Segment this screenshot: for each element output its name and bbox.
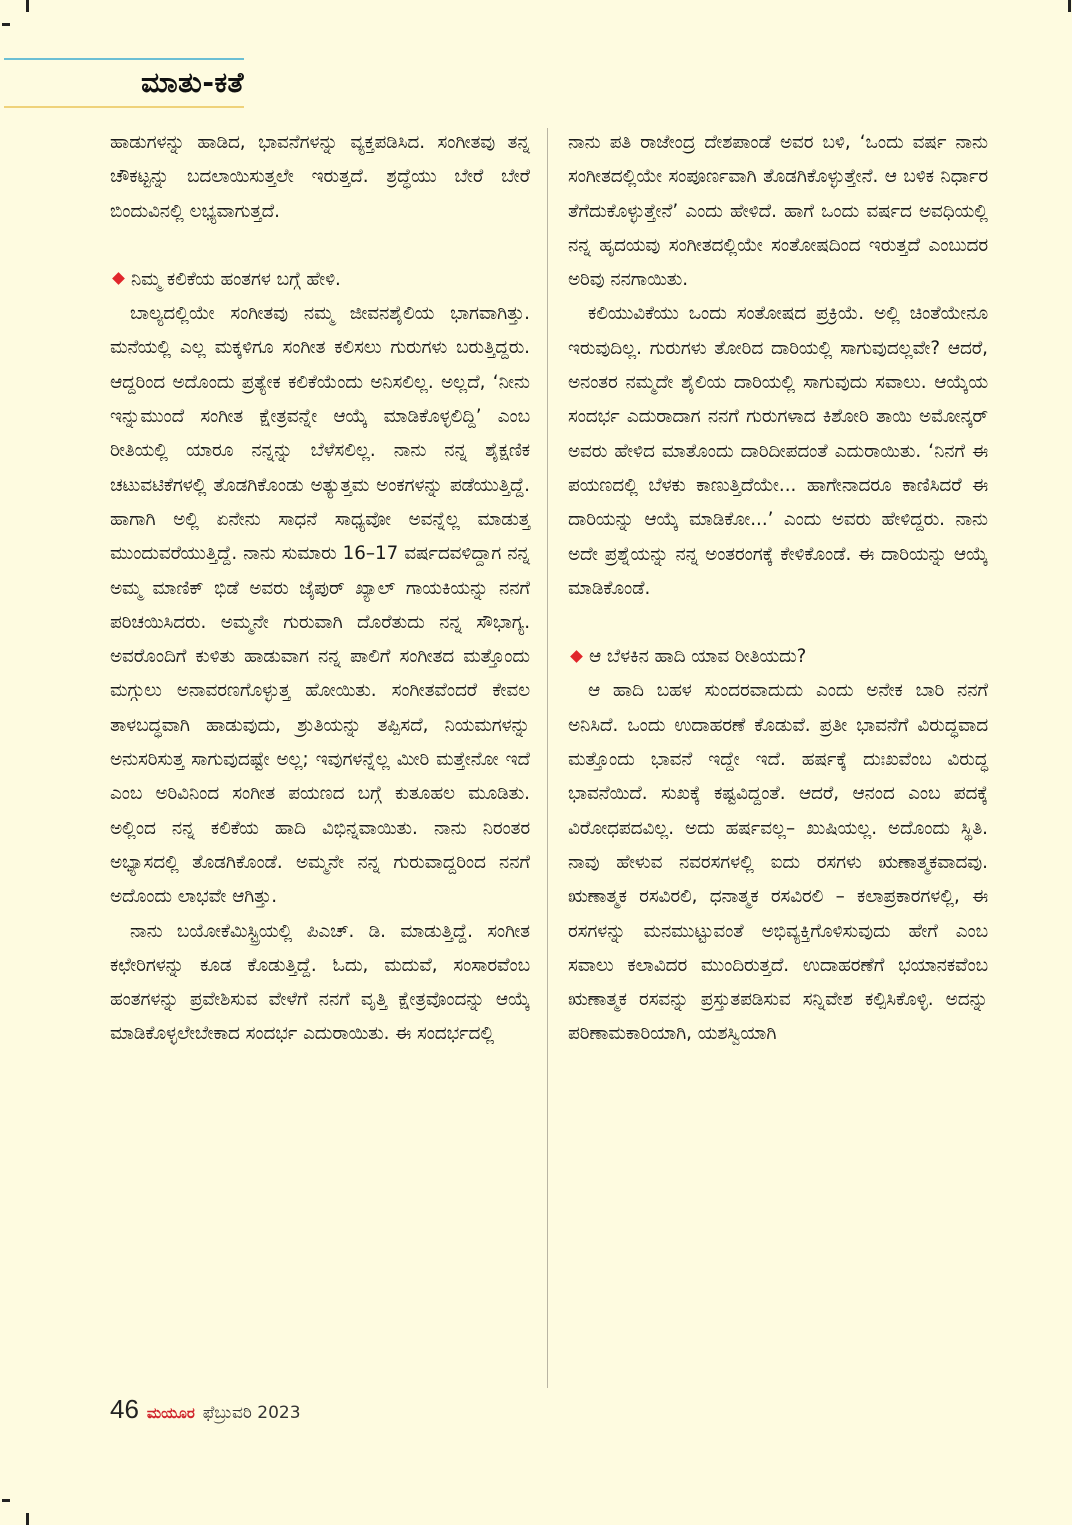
issue-date: ಫೆಬ್ರುವರಿ 2023 [202,1403,301,1423]
page-number: 46 [110,1394,139,1424]
article-column-left [110,126,530,1052]
section-rule-top [4,58,244,60]
crop-mark [2,23,10,26]
paragraph: ಬಾಲ್ಯದಲ್ಲಿಯೇ ಸಂಗೀತವು ನಮ್ಮ ಜೀವನಶೈಲಿಯ ಭಾಗವಾಗಿತ್ತು. ಮನೆಯಲ್ಲಿ ಎಲ್ಲ ಮಕ್ಕಳಿಗೂ ಸಂಗೀತ ಕಲಿಸಲು ಗುರುಗಳು ಬರುತ್ತಿದ್ದರು. ಆದ್ದರಿಂದ ಅದೊಂದು ಪ್ರತ್ಯೇಕ ಕಲಿಕೆಯೆಂದು ಅನಿಸಲಿಲ್ಲ. ಅಲ್ಲದೆ, ‘ನೀನು ಇನ್ನುಮುಂದೆ ಸಂಗೀತ ಕ್ಷೇತ್ರವನ್ನೇ ಆಯ್ಕೆ ಮಾಡಿಕೊಳ್ಳಲಿದ್ದಿ’ ಎಂಬ ರೀತಿಯಲ್ಲಿ ಯಾರೂ ನನ್ನನ್ನು ಬೆಳೆಸಲಿಲ್ಲ. ನಾನು ನನ್ನ ಶೈಕ್ಷಣಿಕ ಚಟುವಟಿಕೆಗಳಲ್ಲಿ ತೊಡಗಿಕೊಂಡು ಅತ್ಯುತ್ತಮ ಅಂಕಗಳನ್ನು ಪಡೆಯುತ್ತಿದ್ದೆ. ಹಾಗಾಗಿ ಅಲ್ಲಿ ಏನೇನು ಸಾಧನೆ ಸಾಧ್ಯವೋ ಅವನ್ನೆಲ್ಲ ಮಾಡುತ್ತ ಮುಂದುವರೆಯುತ್ತಿದ್ದೆ. ನಾನು ಸುಮಾರು 16–17 ವರ್ಷದವಳಿದ್ದಾಗ ನನ್ನ ಅಮ್ಮ ಮಾಣಿಕ್ ಭಿಡೆ ಅವರು ಜೈಪುರ್ ಖ್ಯಾಲ್ ಗಾಯಕಿಯನ್ನು ನನಗೆ ಪರಿಚಯಿಸಿದರು. ಅಮ್ಮನೇ ಗುರುವಾಗಿ ದೊರೆತುದು ನನ್ನ ಸೌಭಾಗ್ಯ. ಅವರೊಂದಿಗೆ ಕುಳಿತು ಹಾಡುವಾಗ ನನ್ನ ಪಾಲಿಗೆ ಸಂಗೀತದ ಮತ್ತೊಂದು ಮಗ್ಗುಲು ಅನಾವರಣಗೊಳ್ಳುತ್ತ ಹೋಯಿತು. ಸಂಗೀತವೆಂದರೆ ಕೇವಲ ತಾಳಬದ್ಧವಾಗಿ ಹಾಡುವುದು, ಶ್ರುತಿಯನ್ನು ತಪ್ಪಿಸದೆ, ನಿಯಮಗಳನ್ನು ಅನುಸರಿಸುತ್ತ ಸಾಗುವುದಷ್ಟೇ ಅಲ್ಲ; ಇವುಗಳನ್ನೆಲ್ಲ ಮೀರಿ ಮತ್ತೇನೋ ಇದೆ ಎಂಬ ಅರಿವಿನಿಂದ ಸಂಗೀತ ಪಯಣದ ಬಗ್ಗೆ ಕುತೂಹಲ ಮೂಡಿತು. ಅಲ್ಲಿಂದ ನನ್ನ ಕಲಿಕೆಯ ಹಾದಿ ವಿಭಿನ್ನವಾಯಿತು. ನಾನು ನಿರಂತರ ಅಭ್ಯಾಸದಲ್ಲಿ ತೊಡಗಿಕೊಂಡೆ. ಅಮ್ಮನೇ ನನ್ನ ಗುರುವಾದ್ದರಿಂದ ನನಗೆ ಅದೊಂದು ಲಾಭವೇ ಆಗಿತ್ತು. [110,303,530,908]
paragraph: ನಾನು ಬಯೋಕೆಮಿಸ್ಟ್ರಿಯಲ್ಲಿ ಪಿಎಚ್. ಡಿ. ಮಾಡುತ್ತಿದ್ದೆ. ಸಂಗೀತ ಕಛೇರಿಗಳನ್ನು ಕೂಡ ಕೊಡುತ್ತಿದ್ದೆ. ಓದು, ಮದುವೆ, ಸಂಸಾರವೆಂಬ ಹಂತಗಳನ್ನು ಪ್ರವೇಶಿಸುವ ವೇಳೆಗೆ ನನಗೆ ವೃತ್ತಿ ಕ್ಷೇತ್ರವೊಂದನ್ನು ಆಯ್ಕೆ ಮಾಡಿಕೊಳ್ಳಲೇಬೇಕಾದ ಸಂದರ್ಭ ಎದುರಾಯಿತು. ಈ ಸಂದರ್ಭದಲ್ಲಿ [110,920,530,1045]
diamond-bullet-icon [570,650,583,663]
interview-question [568,640,988,674]
diamond-bullet-icon [112,273,125,286]
interview-question [110,263,530,297]
column-divider [547,128,548,1388]
crop-mark [26,0,29,12]
section-rule-bottom [4,106,244,108]
question-text: ನಿಮ್ಮ ಕಲಿಕೆಯ ಹಂತಗಳ ಬಗ್ಗೆ ಹೇಳಿ. [131,268,341,290]
paragraph: ನಾನು ಪತಿ ರಾಜೇಂದ್ರ ದೇಶಪಾಂಡೆ ಅವರ ಬಳಿ, ‘ಒಂದು ವರ್ಷ ನಾನು ಸಂಗೀತದಲ್ಲಿಯೇ ಸಂಪೂರ್ಣವಾಗಿ ತೊಡಗಿಕೊಳ್ಳುತ್ತೇನೆ. ಆ ಬಳಿಕ ನಿರ್ಧಾರ ತೆಗೆದುಕೊಳ್ಳುತ್ತೇನೆ’ ಎಂದು ಹೇಳಿದೆ. ಹಾಗೆ ಒಂದು ವರ್ಷದ ಅವಧಿಯಲ್ಲಿ ನನ್ನ ಹೃದಯವು ಸಂಗೀತದಲ್ಲಿಯೇ ಸಂತೋಷದಿಂದ ಇರುತ್ತದೆ ಎಂಬುದರ ಅರಿವು ನನಗಾಯಿತು. [568,132,988,291]
crop-mark [2,1499,10,1502]
article-column-right [568,126,988,1052]
crop-mark [1068,0,1071,12]
paragraph: ಆ ಹಾದಿ ಬಹಳ ಸುಂದರವಾದುದು ಎಂದು ಅನೇಕ ಬಾರಿ ನನಗೆ ಅನಿಸಿದೆ. ಒಂದು ಉದಾಹರಣೆ ಕೊಡುವೆ. ಪ್ರತೀ ಭಾವನೆಗೆ ವಿರುದ್ಧವಾದ ಮತ್ತೊಂದು ಭಾವನೆ ಇದ್ದೇ ಇದೆ. ಹರ್ಷಕ್ಕೆ ದುಃಖವೆಂಬ ವಿರುದ್ಧ ಭಾವನೆಯಿದೆ. ಸುಖಕ್ಕೆ ಕಷ್ಟವಿದ್ದಂತೆ. ಆದರೆ, ಆನಂದ ಎಂಬ ಪದಕ್ಕೆ ವಿರೋಧಪದವಿಲ್ಲ. ಅದು ಹರ್ಷವಲ್ಲ– ಖುಷಿಯಲ್ಲ. ಅದೊಂದು ಸ್ಥಿತಿ. ನಾವು ಹೇಳುವ ನವರಸಗಳಲ್ಲಿ ಐದು ರಸಗಳು ಋಣಾತ್ಮಕವಾದವು. ಋಣಾತ್ಮಕ ರಸವಿರಲಿ, ಧನಾತ್ಮಕ ರಸವಿರಲಿ – ಕಲಾಪ್ರಕಾರಗಳಲ್ಲಿ, ಈ ರಸಗಳನ್ನು ಮನಮುಟ್ಟುವಂತೆ ಅಭಿವ್ಯಕ್ತಿಗೊಳಿಸುವುದು ಹೇಗೆ ಎಂಬ ಸವಾಲು ಕಲಾವಿದರ ಮುಂದಿರುತ್ತದೆ. ಉದಾಹರಣೆಗೆ ಭಯಾನಕವೆಂಬ ಋಣಾತ್ಮಕ ರಸವನ್ನು ಪ್ರಸ್ತುತಪಡಿಸುವ ಸನ್ನಿವೇಶ ಕಲ್ಪಿಸಿಕೊಳ್ಳಿ. ಅದನ್ನು ಪರಿಣಾಮಕಾರಿಯಾಗಿ, ಯಶಸ್ವಿಯಾಗಿ [568,680,988,1045]
question-text: ಆ ಬೆಳಕಿನ ಹಾದಿ ಯಾವ ರೀತಿಯದು? [589,646,807,668]
paragraph: ಹಾಡುಗಳನ್ನು ಹಾಡಿದ, ಭಾವನೆಗಳನ್ನು ವ್ಯಕ್ತಪಡಿಸಿದ. ಸಂಗೀತವು ತನ್ನ ಚೌಕಟ್ಟನ್ನು ಬದಲಾಯಿಸುತ್ತಲೇ ಇರುತ್ತದೆ. ಶ್ರದ್ಧೆಯು ಬೇರೆ ಬೇರೆ ಬಿಂದುವಿನಲ್ಲಿ ಲಭ್ಯವಾಗುತ್ತದೆ. [110,132,530,222]
section-header [4,58,244,108]
crop-mark [26,1513,29,1525]
paragraph: ಕಲಿಯುವಿಕೆಯು ಒಂದು ಸಂತೋಷದ ಪ್ರಕ್ರಿಯೆ. ಅಲ್ಲಿ ಚಿಂತೆಯೇನೂ ಇರುವುದಿಲ್ಲ. ಗುರುಗಳು ತೋರಿದ ದಾರಿಯಲ್ಲಿ ಸಾಗುವುದಲ್ಲವೇ? ಆದರೆ, ಅನಂತರ ನಮ್ಮದೇ ಶೈಲಿಯ ದಾರಿಯಲ್ಲಿ ಸಾಗುವುದು ಸವಾಲು. ಆಯ್ಕೆಯ ಸಂದರ್ಭ ಎದುರಾದಾಗ ನನಗೆ ಗುರುಗಳಾದ ಕಿಶೋರಿ ತಾಯಿ ಅಮೋನ್ಕರ್ ಅವರು ಹೇಳಿದ ಮಾತೊಂದು ದಾರಿದೀಪದಂತೆ ಎದುರಾಯಿತು. ‘ನಿನಗೆ ಈ ಪಯಣದಲ್ಲಿ ಬೆಳಕು ಕಾಣುತ್ತಿದೆಯೇ... ಹಾಗೇನಾದರೂ ಕಾಣಿಸಿದರೆ ಈ ದಾರಿಯನ್ನು ಆಯ್ಕೆ ಮಾಡಿಕೋ...’ ಎಂದು ಅವರು ಹೇಳಿದ್ದರು. ನಾನು ಅದೇ ಪ್ರಶ್ನೆಯನ್ನು ನನ್ನ ಅಂತರಂಗಕ್ಕೆ ಕೇಳಿಕೊಂಡೆ. ಈ ದಾರಿಯನ್ನು ಆಯ್ಕೆ ಮಾಡಿಕೊಂಡೆ. [568,303,988,599]
page-footer [110,1394,301,1425]
section-title: ಮಾತು-ಕತೆ [141,66,244,99]
magazine-logo: ಮಯೂರ [146,1404,195,1422]
